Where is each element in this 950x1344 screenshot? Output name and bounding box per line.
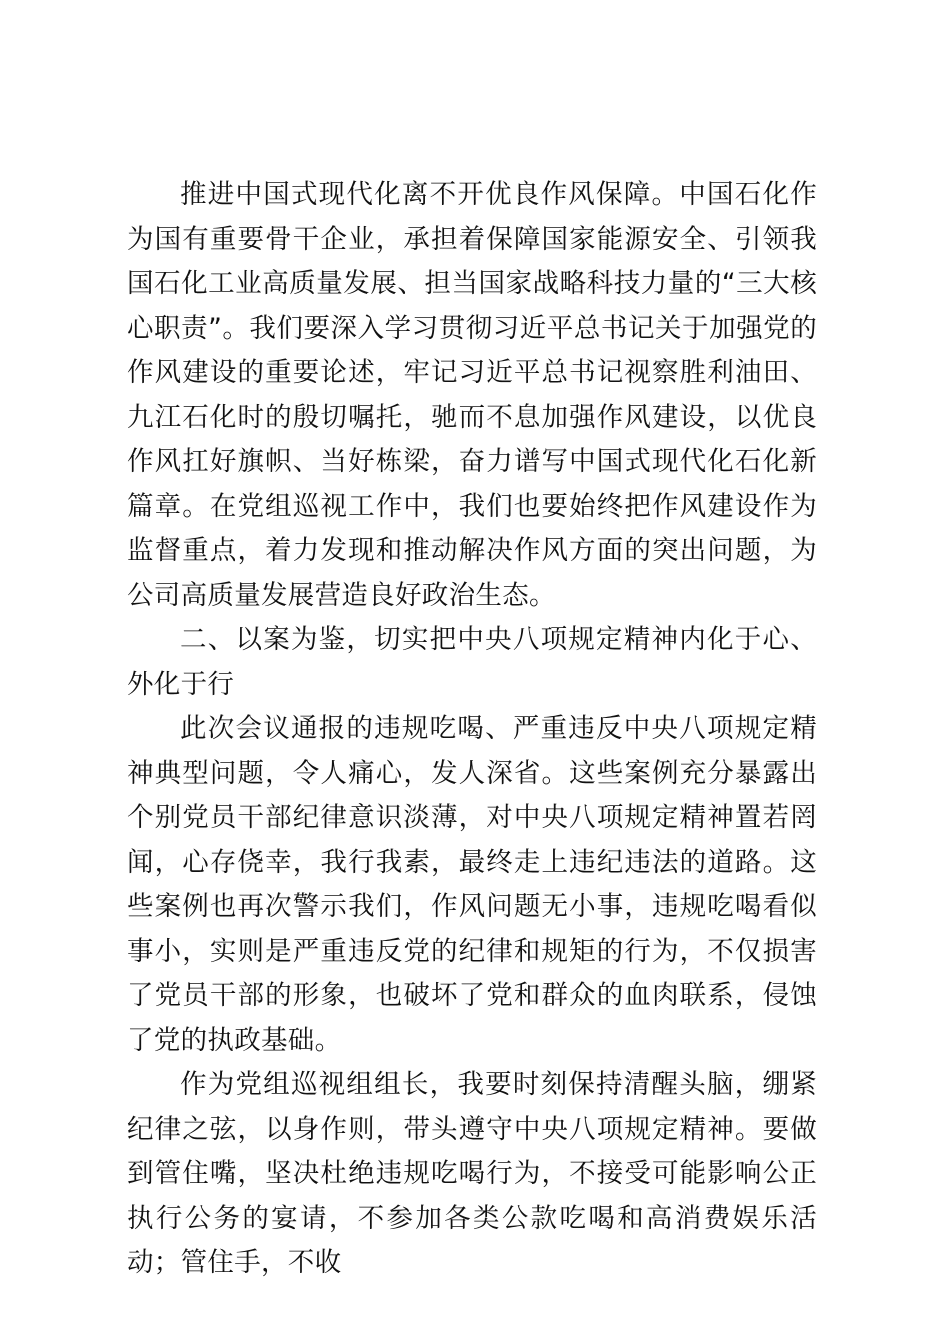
document-body <box>127 173 817 1286</box>
section-heading-two: 二、以案为鉴，切实把中央八项规定精神内化于心、外化于行 <box>127 624 817 700</box>
paragraph-case-warning: 此次会议通报的违规吃喝、严重违反中央八项规定精神典型问题，令人痛心，发人深省。这些案例充分暴露出个别党员干部纪律意识淡薄，对中央八项规定精神置若罔闻，心存侥幸，我行我素，最终走上违纪违法的道路。这些案例也再次警示我们，作风问题无小事，违规吃喝看似事小，实则是严重违反党的纪律和规矩的行为，不仅损害了党员干部的形象，也破坏了党和群众的血肉联系，侵蚀了党的执政基础。 <box>127 713 817 1056</box>
paragraph-style-importance: 推进中国式现代化离不开优良作风保障。中国石化作为国有重要骨干企业，承担着保障国家能源安全、引领我国石化工业高质量发展、担当国家战略科技力量的“三大核心职责”。我们要深入学习贯彻习近平总书记关于加强党的作风建设的重要论述，牢记习近平总书记视察胜利油田、九江石化时的殷切嘱托，驰而不息加强作风建设，以优良作风扛好旗帜、当好栋梁，奋力谱写中国式现代化石化新篇章。在党组巡视工作中，我们也要始终把作风建设作为监督重点，着力发现和推动解决作风方面的突出问题，为公司高质量发展营造良好政治生态。 <box>127 179 817 611</box>
paragraph-personal-commitment: 作为党组巡视组组长，我要时刻保持清醒头脑，绷紧纪律之弦，以身作则，带头遵守中央八项规定精神。要做到管住嘴，坚决杜绝违规吃喝行为，不接受可能影响公正执行公务的宴请，不参加各类公款吃喝和高消费娱乐活动；管住手，不收 <box>127 1069 817 1278</box>
